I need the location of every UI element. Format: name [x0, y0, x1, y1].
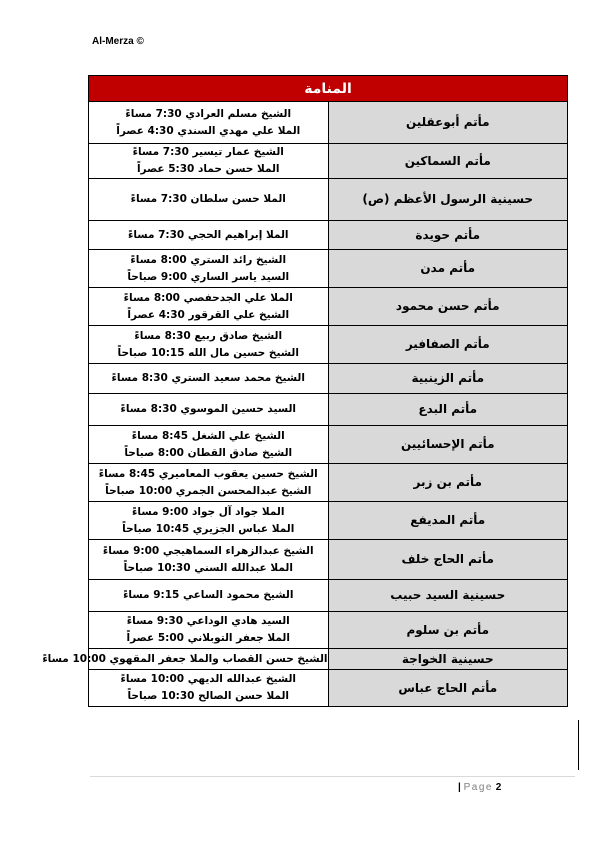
- brand-label: Al-Merza ©: [92, 36, 144, 47]
- session-cell: [89, 144, 329, 179]
- speaker-time: الملا جواد آل جواد 9:00 مساءً: [132, 505, 285, 518]
- session-cell: [89, 670, 329, 707]
- venue-name: مأتم حسن محمود: [328, 288, 568, 326]
- speaker-time: السيد هادي الوداعي 9:30 مساءً: [126, 615, 290, 627]
- speaker-time: الشيخ حسين مال الله 10:15 صباحاً: [117, 346, 299, 359]
- speaker-time: الملا عباس الجزيري 10:45 صباحاً: [122, 522, 295, 535]
- speaker-time: الملا حسن سلطان 7:30 مساءً: [130, 193, 286, 205]
- venue-name: مأتم الصفافير: [328, 326, 568, 364]
- session-cell: [89, 288, 329, 326]
- speaker-time: الشيخ عبدالله الديهي 10:00 مساءً: [120, 673, 296, 685]
- schedule-row: [89, 502, 568, 540]
- schedule-row: [89, 326, 568, 364]
- venue-name: حسينية الرسول الأعظم (ص): [328, 179, 568, 221]
- speaker-time: الشيخ حسن القصاب والملا جعفر المقهوي 10:00 مساءً: [42, 652, 328, 665]
- venue-name: مأتم الحاج عباس: [328, 670, 568, 707]
- schedule-row: [89, 426, 568, 464]
- speaker-time: الشيخ عبدالمحسن الجمري 10:00 صباحاً: [105, 484, 312, 497]
- venue-name: مأتم الحاج خلف: [328, 540, 568, 580]
- schedule-row: [89, 144, 568, 179]
- schedule-row: [89, 670, 568, 707]
- session-cell: [89, 364, 329, 394]
- schedule-row: [89, 580, 568, 612]
- schedule-title: المنامة: [89, 76, 568, 102]
- session-cell: [89, 464, 329, 502]
- page-number: [458, 782, 501, 793]
- schedule-row: [89, 179, 568, 221]
- speaker-time: الشيخ عمار تيسير 7:30 مساءً: [132, 146, 284, 158]
- speaker-time: الشيخ رائد الستري 8:00 مساءً: [130, 253, 287, 266]
- venue-name: مأتم الإحسائيين: [328, 426, 568, 464]
- venue-name: حسينية السيد حبيب: [328, 580, 568, 612]
- schedule-row: [89, 540, 568, 580]
- venue-name: مأتم بن سلوم: [328, 612, 568, 649]
- session-cell: [89, 179, 329, 221]
- margin-rule: [578, 720, 579, 770]
- session-cell: [89, 580, 329, 612]
- schedule-row: [89, 612, 568, 649]
- speaker-time: الشيخ صادق ربيع 8:30 مساءً: [134, 329, 283, 342]
- session-cell: [89, 540, 329, 580]
- schedule-title-row: [89, 76, 568, 102]
- schedule-row: [89, 250, 568, 288]
- session-cell: [89, 502, 329, 540]
- schedule-row: [89, 464, 568, 502]
- venue-name: مأتم السماكين: [328, 144, 568, 179]
- venue-name: مأتم بن زبر: [328, 464, 568, 502]
- speaker-time: الملا علي مهدي السندي 4:30 عصراً: [116, 124, 301, 137]
- session-cell: [89, 612, 329, 649]
- venue-name: مأتم البدع: [328, 394, 568, 426]
- speaker-time: الشيخ محمد سعيد الستري 8:30 مساءً: [111, 372, 305, 384]
- speaker-time: الملا حسن الصالح 10:30 صباحاً: [127, 690, 290, 702]
- speaker-time: الشيخ علي الشغل 8:45 مساءً: [131, 429, 285, 442]
- venue-name: مأتم مدن: [328, 250, 568, 288]
- venue-name: حسينية الخواجة: [328, 649, 568, 670]
- session-cell: [89, 102, 329, 144]
- schedule-row: [89, 102, 568, 144]
- speaker-time: الشيخ عبدالزهراء السماهيجي 9:00 مساءً: [102, 544, 314, 557]
- schedule-row: [89, 364, 568, 394]
- speaker-time: الشيخ صادق القطان 8:00 صباحاً: [124, 446, 293, 459]
- speaker-time: الشيخ علي القرقور 4:30 عصراً: [127, 308, 290, 321]
- speaker-time: الملا عبدالله السني 10:30 صباحاً: [123, 561, 293, 574]
- session-cell: [89, 326, 329, 364]
- speaker-time: الملا إبراهيم الحجي 7:30 مساءً: [127, 228, 289, 241]
- footer-rule: [90, 776, 575, 777]
- speaker-time: الملا علي الجدحفصي 8:00 مساءً: [123, 291, 293, 304]
- speaker-time: الشيخ محمود الساعي 9:15 مساءً: [123, 589, 294, 601]
- session-cell: [42, 649, 329, 670]
- page-number-value: 2: [495, 782, 502, 793]
- speaker-time: الشيخ مسلم العرادي 7:30 مساءً: [125, 107, 292, 120]
- schedule-row: [89, 221, 568, 250]
- speaker-time: الملا حسن حماد 5:30 عصراً: [136, 163, 280, 175]
- session-cell: [89, 426, 329, 464]
- speaker-time: السيد حسين الموسوي 8:30 مساءً: [120, 403, 296, 415]
- schedule-table: [42, 75, 568, 707]
- page-word: Page: [463, 782, 493, 793]
- speaker-time: السيد ياسر الساري 9:00 صباحاً: [127, 270, 290, 283]
- schedule-row: [89, 649, 568, 670]
- session-cell: [89, 221, 329, 250]
- page-separator: |: [458, 782, 461, 793]
- session-cell: [89, 250, 329, 288]
- venue-name: مأتم الزينبية: [328, 364, 568, 394]
- venue-name: مأتم حويدة: [328, 221, 568, 250]
- session-cell: [89, 394, 329, 426]
- speaker-time: الشيخ حسين يعقوب المعاميري 8:45 مساءً: [98, 467, 318, 480]
- schedule-rows: [42, 102, 568, 707]
- schedule-row: [89, 394, 568, 426]
- venue-name: مأتم أبوعقلين: [328, 102, 568, 144]
- venue-name: مأتم المديفع: [328, 502, 568, 540]
- speaker-time: الملا جعفر التوبلاني 5:00 عصراً: [126, 632, 290, 644]
- schedule-row: [89, 288, 568, 326]
